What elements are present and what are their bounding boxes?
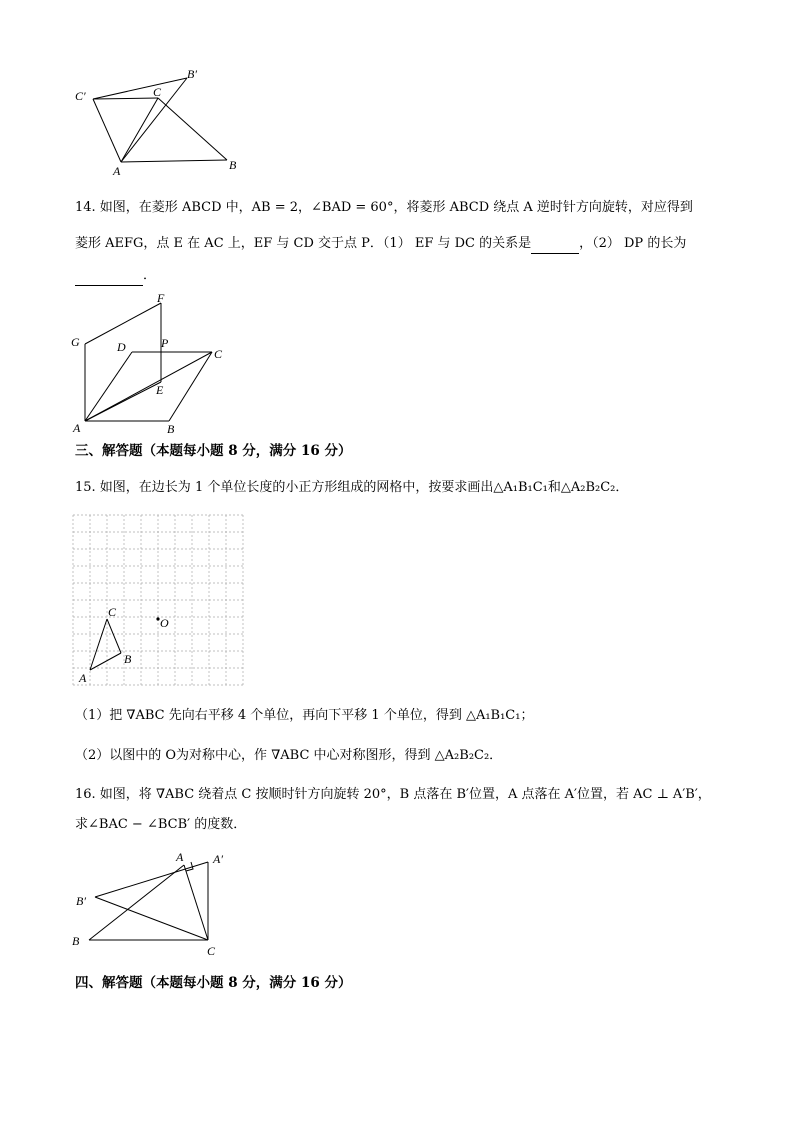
label-f: F [157,291,165,305]
q16-line2: 求∠BAC − ∠BCB′ 的度数． [75,817,247,832]
q15-part2: （2）以图中的 O为对称中心，作 ∇ABC 中心对称图形，得到 △A₂B₂C₂． [75,748,503,763]
label-ap: A′ [213,852,223,866]
figure-q15-grid [70,512,250,690]
section-3-heading: 三、解答题（本题每小题 8 分，满分 16 分） [75,443,352,459]
label-a: A [113,164,121,178]
label-p: P [161,336,169,350]
figure-q13 [70,66,250,181]
label-e: E [156,383,164,397]
section-4-heading: 四、解答题（本题每小题 8 分，满分 16 分） [75,975,352,991]
label-g: G [71,335,80,349]
q14-blank2[interactable] [75,271,143,286]
q15-part1: （1）把 ∇ABC 先向右平移 4 个单位，再向下平移 1 个单位，得到 △A₁B₁C₁； [75,708,534,723]
label-bp: B′ [76,894,86,908]
label-a: A [79,671,87,685]
label-d: D [117,340,126,354]
q14-line1: 14. 如图，在菱形 ABCD 中，AB = 2，∠BAD = 60°，将菱形 ABCD 绕点 A 逆时针方向旋转，对应得到 [75,200,693,215]
label-c: C [108,605,117,619]
figure-q14 [68,288,238,436]
label-a: A [176,850,184,864]
label-b: B [167,422,175,436]
q15-text: 15. 如图，在边长为 1 个单位长度的小正方形组成的网格中，按要求画出△A₁B₁C₁和△A₂B₂C₂． [75,480,629,495]
label-a: A [73,421,81,435]
label-cp: C′ [75,89,86,103]
label-b: B [229,158,237,172]
figure-q16 [68,845,238,960]
label-b: B [124,652,132,666]
label-b: B [72,934,80,948]
q14-line2-a: 菱形 AEFG，点 E 在 AC 上，EF 与 CD 交于点 P．（1） EF 与 DC 的关系是 [75,236,532,251]
label-c: C [153,85,162,99]
label-c: C [207,944,216,958]
q16-line1: 16. 如图，将 ∇ABC 绕着点 C 按顺时针方向旋转 20°，B 点落在 B′位置，A 点落在 A′位置，若 AC ⊥ A′B′， [75,787,711,802]
q14-line3-end: ． [143,268,157,283]
label-bp: B′ [187,67,197,81]
q14-blank1[interactable] [531,239,579,254]
q14-line3 [75,266,156,286]
q14-line2-b: ，（2） DP 的长为 [579,236,687,251]
label-o: O [160,616,169,630]
label-c: C [214,347,223,361]
q14-line2 [75,234,686,254]
